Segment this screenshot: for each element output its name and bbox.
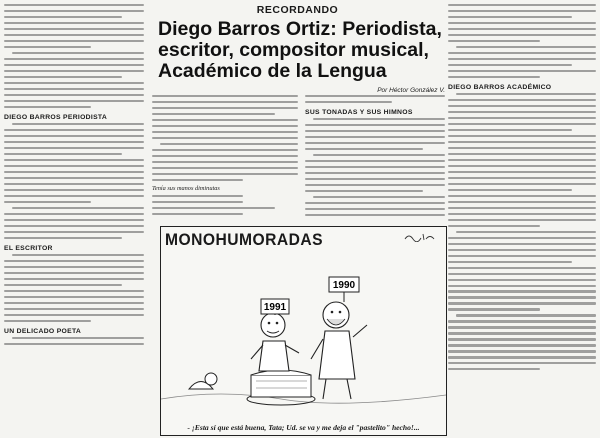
sign-1991: 1991 (263, 302, 287, 313)
headline: Diego Barros Ortiz: Periodista, escritor, compositor musical, Académico de la Lengua (158, 18, 442, 82)
article-header (150, 4, 445, 94)
text-column-4 (448, 4, 596, 432)
cartoon-caption: - ¡Esta sí que está buena, Tata; Ud. se va y me deja el "pastelito" hecho!... (187, 423, 420, 432)
text-column-3 (305, 95, 445, 219)
cartoon-panel (160, 226, 447, 436)
section-heading: SUS TONADAS Y SUS HIMNOS (305, 109, 413, 117)
cartoon-title: MONOHUMORADAS (165, 230, 324, 249)
section-heading: EL ESCRITOR (4, 244, 53, 252)
cartoon-drawing (161, 249, 446, 419)
section-heading: UN DELICADO POETA (4, 327, 82, 335)
byline: Por Héctor González V. (377, 87, 445, 94)
old-man-figure (311, 277, 367, 399)
sign-1990: 1990 (332, 280, 356, 291)
child-figure (251, 299, 299, 371)
section-heading: DIEGO BARROS PERIODISTA (4, 113, 108, 121)
cake-icon (247, 370, 315, 405)
poem-fragment: Tenía sus manos diminutas (152, 184, 220, 192)
section-heading: DIEGO BARROS ACADÉMICO (448, 84, 552, 91)
text-column-1 (4, 4, 144, 432)
kicker: RECORDANDO (256, 4, 339, 16)
cartoonist-signature (404, 232, 438, 242)
cat-figure (189, 373, 217, 389)
text-column-2 (152, 95, 298, 215)
